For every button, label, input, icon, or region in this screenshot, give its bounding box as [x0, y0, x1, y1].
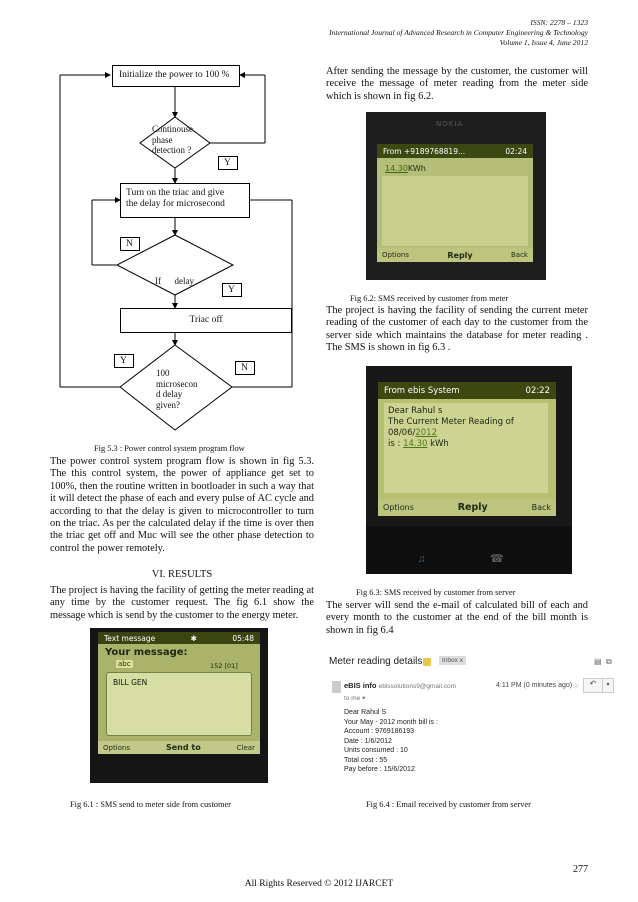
fig62-caption: Fig 6.2: SMS received by customer from meter	[350, 294, 509, 303]
right-paragraph-3: The server will send the e-mail of calculated bill of each and every month to the customer at the end of the bill month is shown in fig 6.4	[326, 600, 588, 636]
fig62-body-area	[382, 176, 528, 246]
fig63-options[interactable]: Options	[383, 503, 414, 512]
fig64-sender-name: eBIS info	[344, 681, 377, 690]
label-remove-icon[interactable]: x	[459, 657, 463, 664]
fig61-send[interactable]: Send to	[165, 743, 201, 752]
section-heading: VI. RESULTS	[151, 569, 213, 580]
fig62-brand: NOKIA	[436, 120, 464, 128]
fig64-sender-email: ebissolutions9@gmail.com	[378, 683, 457, 690]
fig61-screen	[98, 632, 260, 754]
fig62-screen	[377, 144, 533, 262]
flow-init-box	[112, 65, 240, 87]
fig64-body: Dear Rahul S Your May - 2012 month bill is : Account : 9769186193 Date : 1/6/2012 Units consumed : 10 Total cost : 55 Pay before : 15/6/2012	[344, 709, 438, 773]
label-tag-icon	[423, 658, 431, 666]
fig64-time: 4:11 PM (0 minutes ago)	[496, 682, 573, 689]
phone-keypad-area	[366, 526, 572, 574]
fig63-time: 02:22	[525, 385, 550, 396]
left-paragraph-1: The power control system program flow is shown in fig 5.3. The this control system, the power of appliance get set to 100%, then the routine written in bootloader in such a way that it will detect the phase of each and every pulse of AC cycle and according to that the delay is given to microcontroller to turn on the triac. As per the calculated delay if the time is over then the triac get off and Muc will see the other phase detection to control the power remotely.	[50, 456, 314, 554]
flow-no2-box: N	[120, 237, 140, 251]
right-paragraph-1: After sending the message by the customer, the customer will receive the message of meter reading from the meter side which is shown in fig 6.2.	[326, 66, 588, 102]
fig61-your-message: Your message:	[105, 647, 188, 658]
flow-triac-off-box	[120, 308, 292, 333]
fig63-body	[384, 403, 548, 493]
call-key-icon: ☎	[490, 553, 504, 565]
flow-decision2-label: If delay	[155, 276, 194, 286]
flow-init-label: Initialize the power to 100 %	[119, 70, 230, 80]
flow-triac-off-label: Triac off	[189, 315, 223, 325]
footer-copyright: All Rights Reserved © 2012 IJARCET	[244, 879, 394, 889]
flowchart	[50, 55, 310, 455]
fig61-clear[interactable]: Clear	[236, 743, 255, 752]
fig53-caption: Fig 5.3 : Power control system program flow	[94, 444, 245, 453]
header-volume: Volume 1, Issue 4, June 2012	[499, 38, 588, 47]
fig63-from: From ebis System	[384, 385, 460, 396]
flow-decision1-label: Continouse phase detection ?	[152, 124, 194, 155]
fig61-body: BILL GEN	[113, 678, 148, 687]
flow-yes3-box: Y	[114, 354, 134, 368]
fig64-to: to me ▾	[344, 695, 366, 702]
star-icon[interactable]: ☆	[572, 681, 580, 690]
fig61-softkeys	[98, 741, 260, 754]
fig64-caption: Fig 6.4 : Email received by customer from server	[366, 800, 531, 809]
fig63-reading[interactable]: 14.30	[403, 439, 428, 449]
chevron-down-icon: ▾	[606, 682, 610, 688]
fig62-unit: KWh	[407, 164, 426, 173]
reply-button[interactable]	[583, 678, 603, 693]
fig62-softkeys	[377, 248, 533, 262]
flow-yes2-box: Y	[222, 283, 242, 297]
reply-icon: ↶	[589, 679, 597, 688]
avatar	[332, 681, 341, 693]
flow-yes1-box: Y	[218, 156, 238, 170]
fig61-title: Text message	[104, 633, 156, 643]
details-chevron-icon[interactable]: ▾	[362, 695, 366, 702]
fig63-date-line: 08/06/2012	[388, 428, 437, 438]
fig63-status-bar	[378, 382, 556, 399]
fig62-reading-line	[385, 164, 426, 173]
left-paragraph-2: The project is having the facility of getting the meter reading at any time by the customer request. The fig 6.1 show the message which is send by the customer to the energy meter.	[50, 585, 314, 621]
fig63-reading-line: is : 14.30 kWh	[388, 439, 449, 449]
new-window-icon[interactable]: ⧉	[606, 657, 612, 666]
fig63-screen	[378, 382, 556, 516]
music-note-icon: ♫	[418, 554, 426, 565]
fig61-time: 05:48	[232, 633, 254, 643]
header-journal: International Journal of Advanced Research in Computer Engineering & Technology	[329, 28, 588, 37]
fig64-sender-line	[344, 681, 456, 690]
header-issn: ISSN: 2278 – 1323	[530, 18, 588, 27]
fig64-label: Inbox x	[439, 656, 466, 665]
flow-turn-on-box: Turn on the triac and give the delay for microsecond	[120, 183, 250, 218]
fig63-softkeys	[378, 499, 556, 516]
fig63-phone	[366, 366, 572, 574]
fig62-reading[interactable]: 14.30	[385, 164, 408, 173]
fig61-sender: abc	[118, 660, 131, 668]
fig62-reply[interactable]: Reply	[447, 250, 473, 260]
fig63-line1: Dear Rahul s	[388, 406, 443, 416]
fig63-reply[interactable]: Reply	[457, 502, 488, 513]
fig62-back[interactable]: Back	[510, 251, 528, 259]
fig63-caption: Fig 6.3: SMS received by customer from server	[356, 588, 516, 597]
fig62-from: From +9189768819...	[383, 146, 466, 156]
fig61-counter: 152 [01]	[210, 662, 238, 670]
fig61-caption: Fig 6.1 : SMS send to meter side from customer	[70, 800, 231, 809]
fig62-phone	[366, 112, 546, 280]
page-number: 277	[573, 864, 588, 875]
print-icon[interactable]: ▤	[594, 657, 602, 666]
right-paragraph-2: The project is having the facility of sending the current meter reading of the customer of each day to the customer from the server side which maintains the database for meter reading . The SMS is shown in fig 6.3 .	[326, 305, 588, 354]
more-button[interactable]	[602, 678, 614, 693]
fig62-status-bar	[377, 144, 533, 158]
bluetooth-icon: ✱	[190, 633, 197, 643]
fig63-year[interactable]: 2012	[415, 428, 437, 438]
fig61-phone	[90, 628, 268, 783]
fig64-email	[326, 652, 616, 792]
fig62-options[interactable]: Options	[382, 251, 410, 259]
fig61-message-box	[106, 672, 252, 736]
flow-no3-box: N	[235, 361, 255, 375]
fig61-options[interactable]: Options	[103, 743, 131, 752]
fig63-line2: The Current Meter Reading of	[388, 417, 514, 427]
fig62-time: 02:24	[505, 146, 527, 156]
fig64-subject: Meter reading details	[329, 656, 423, 667]
flow-decision3-label: 100 microsecon d delay given?	[156, 368, 198, 410]
fig63-back[interactable]: Back	[531, 503, 551, 512]
fig61-status-bar	[98, 632, 260, 644]
